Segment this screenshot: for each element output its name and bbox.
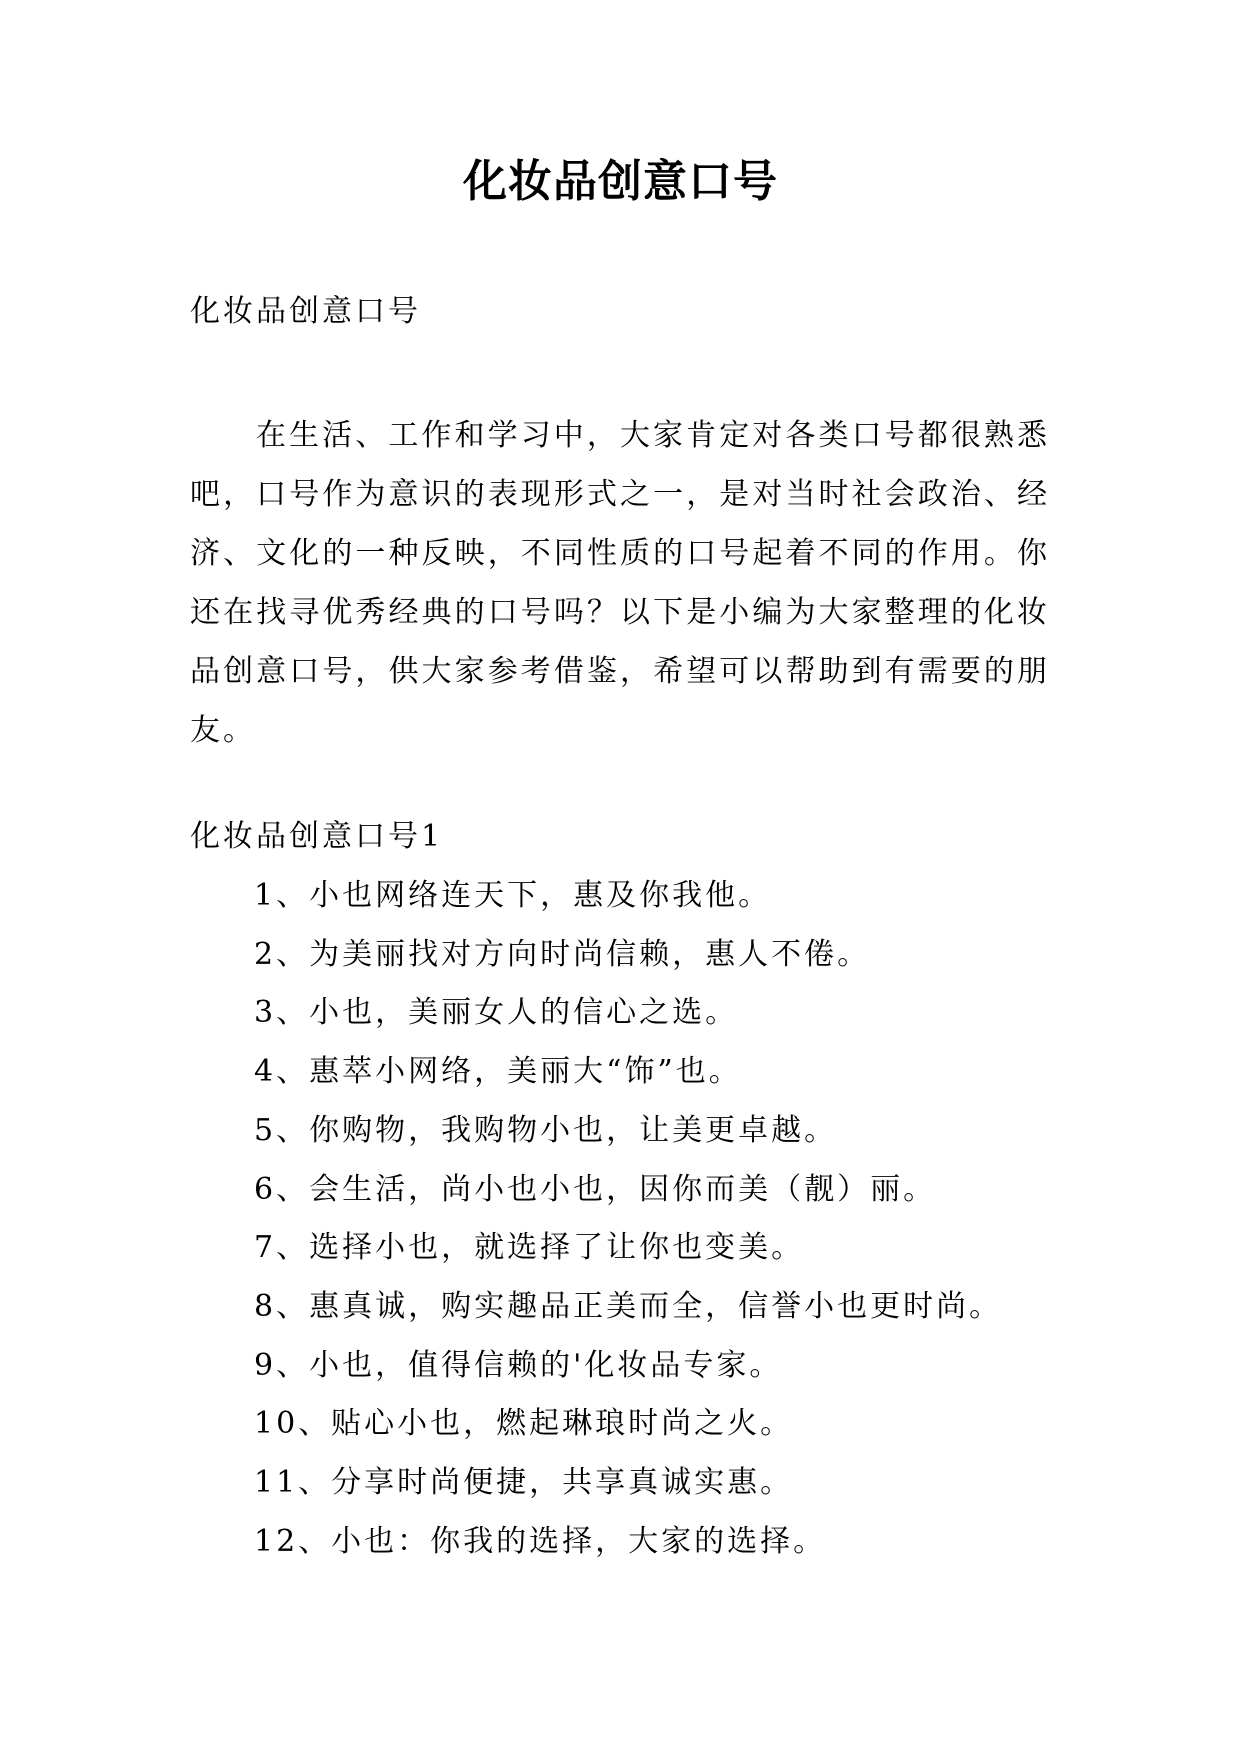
slogan-item: 4、惠萃小网络，美丽大“饰”也。 (254, 1054, 742, 1090)
section-heading: 化妆品创意口号1 (190, 819, 444, 854)
slogan-item: 9、小也，值得信赖的'化妆品专家。 (254, 1347, 783, 1383)
intro-paragraph: 在生活、工作和学习中，大家肯定对各类口号都很熟悉吧，口号作为意识的表现形式之一，是对当时社会政治、经济、文化的一种反映，不同性质的口号起着不同的作用。你还在找寻优秀经典的口号吗？以下是小编为大家整理的化妆品创意口号，供大家参考借鉴，希望可以帮助到有需要的朋友。 (190, 418, 1050, 748)
document-subtitle: 化妆品创意口号 (190, 294, 421, 329)
slogan-item: 3、小也，美丽女人的信心之选。 (254, 995, 739, 1031)
slogan-item: 11、分享时尚便捷，共享真诚实惠。 (254, 1465, 794, 1501)
slogan-item: 6、会生活，尚小也小也，因你而美（靓）丽。 (254, 1171, 937, 1207)
slogan-item: 12、小也：你我的选择，大家的选择。 (254, 1523, 827, 1559)
slogan-list (254, 867, 1002, 1571)
slogan-item: 5、你购物，我购物小也，让美更卓越。 (254, 1112, 838, 1148)
document-title: 化妆品创意口号 (463, 156, 778, 207)
slogan-item: 2、为美丽找对方向时尚信赖，惠人不倦。 (254, 936, 871, 972)
slogan-item: 10、贴心小也，燃起琳琅时尚之火。 (254, 1406, 794, 1442)
slogan-item: 7、选择小也，就选择了让你也变美。 (254, 1230, 805, 1266)
slogan-item: 8、惠真诚，购实趣品正美而全，信誉小也更时尚。 (254, 1288, 1003, 1324)
slogan-item: 1、小也网络连天下，惠及你我他。 (254, 878, 772, 913)
